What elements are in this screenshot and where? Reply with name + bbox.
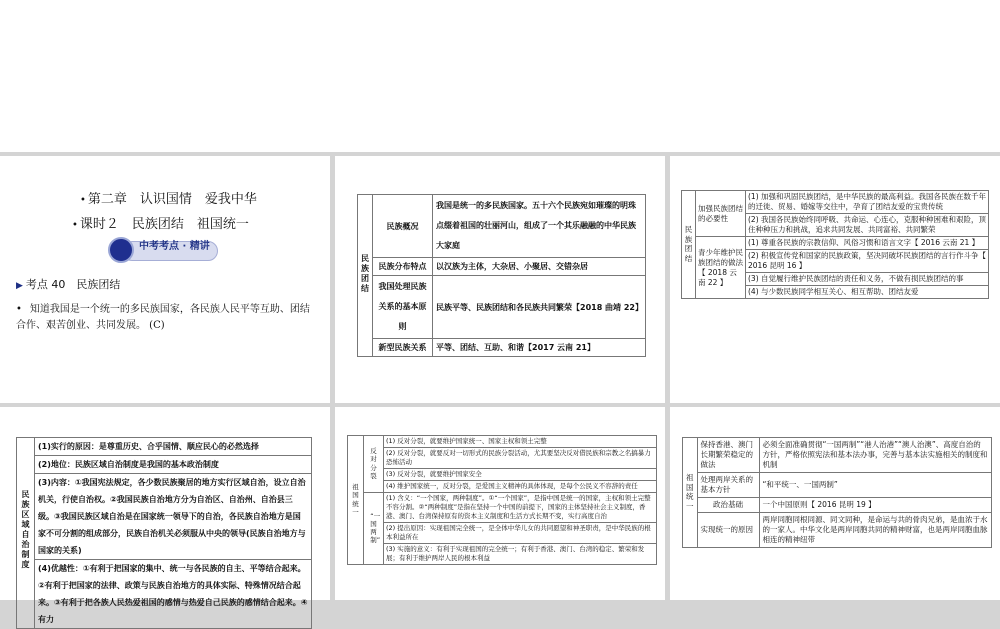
table-row: [17, 474, 312, 560]
row-text: (2) 反对分裂，就要反对一切形式的民族分裂活动，尤其要坚决反对借民族和宗教之名搞暴力恐怖活动: [384, 448, 657, 469]
reunification-table: [347, 435, 657, 565]
group-cell: 祖国统一: [348, 436, 364, 565]
group-cell: 民族团结: [682, 191, 696, 299]
top-blank-area: [0, 0, 1000, 152]
chapter-title: • 第二章 认识国情 爱我中华: [80, 192, 257, 207]
row-label: 青少年维护民族团结的做法【 2018 云南 22 】: [696, 237, 746, 299]
row-label: 加强民族团结的必要性: [696, 191, 746, 237]
row-text: (3)内容：①我国宪法规定，各少数民族聚居的地方实行区域自治，设立自治机关，行使自治权。②我国民族自治地方分为自治区、自治州、自治县三级。③我国民族区域自治是在国家统一领导下的自治，各民族自治地方是国家不可分割的组成部分，民族自治机关必须服从中央的领导(民族自治地方与国家的关系): [35, 474, 312, 560]
row-label: 我国处理民族关系的基本原则: [373, 276, 433, 339]
ethnic-unity-detail-table: [681, 190, 989, 299]
table-row: [358, 195, 646, 258]
arrow-bullet-icon: ▶: [16, 281, 23, 291]
table-row: [683, 498, 992, 513]
slide-thumbnail-5[interactable]: [335, 407, 665, 600]
row-text: (2) 我国各民族始终同呼吸、共命运、心连心，克服种种困难和艰险，顶住种种压力和挑战，追求共同发展、共同富裕、共同繁荣: [746, 214, 989, 237]
row-text: 平等、团结、互助、和谐【2017 云南 21】: [433, 339, 646, 357]
row-text: (1) 加强和巩固民族团结，是中华民族的最高利益。我国各民族在数千年的迁徙、贸易、婚嫁等交往中，孕育了团结友爱的宝贵传统: [746, 191, 989, 214]
regional-autonomy-table: [16, 437, 312, 629]
table-row: [17, 560, 312, 629]
table-row: [348, 544, 657, 565]
table-row: [348, 436, 657, 448]
row-text: (1) 含义：“一个国家，两种制度”。①“一个国家”，是指中国是统一的国家，主权和领土完整不容分割。②“两种制度”是指在坚持一个中国的前提下，国家的主体坚持社会主义制度，香港、澳门、台湾保持原有的资本主义制度和生活方式长期不变，实行高度自治: [384, 493, 657, 523]
bullet-icon: •: [16, 304, 22, 315]
slide-thumbnail-1[interactable]: [0, 156, 330, 403]
banner-label: 中考考点 · 精讲: [122, 241, 218, 261]
row-text: “和平统一、一国两制”: [759, 473, 992, 498]
table-row: [683, 473, 992, 498]
kaodian-heading: ▶ 考点 40 民族团结: [16, 278, 121, 291]
reunification-policy-table: [682, 437, 992, 548]
table-row: [683, 513, 992, 548]
row-label: 实现统一的原因: [697, 513, 759, 548]
table-row: [348, 481, 657, 493]
row-label: 民族概况: [373, 195, 433, 258]
table-row: [348, 448, 657, 469]
row-text: (2) 积极宣传党和国家的民族政策，坚决同破坏民族团结的言行作斗争【 2016 昆明 16 】: [746, 250, 989, 273]
bullet-icon: •: [80, 195, 86, 206]
row-label: 政治基础: [697, 498, 759, 513]
table-row: [348, 523, 657, 544]
row-text: 我国是统一的多民族国家。五十六个民族宛如璀璨的明珠点缀着祖国的壮丽河山，组成了一个其乐融融的中华民族大家庭: [433, 195, 646, 258]
row-text: (3) 自觉履行维护民族团结的责任和义务，不做有损民族团结的事: [746, 273, 989, 286]
row-text: (3) 实施的意义：有利于实现祖国的完全统一；有利于香港、澳门、台湾的稳定、繁荣和发展；有利于维护两岸人民的根本利益: [384, 544, 657, 565]
row-text: 一个中国原则【 2016 昆明 19 】: [759, 498, 992, 513]
row-text: (1) 反对分裂，就要维护国家统一、国家主权和领土完整: [384, 436, 657, 448]
ethnic-unity-table: [357, 194, 646, 357]
row-text: 必须全面准确贯彻“一国两制”“港人治港”“澳人治澳”、高度自治的方针，严格依照宪法和基本法办事，完善与基本法实施相关的制度和机制: [759, 438, 992, 473]
row-text: 以汉族为主体，大杂居、小聚居、交错杂居: [433, 258, 646, 276]
slide-thumbnail-3[interactable]: [670, 156, 1000, 403]
row-label: 民族分布特点: [373, 258, 433, 276]
bullet-icon: •: [72, 220, 78, 231]
row-text: (1) 尊重各民族的宗教信仰、风俗习惯和语言文字【 2016 云南 21 】: [746, 237, 989, 250]
sub-label: “一国两制”: [364, 493, 384, 565]
row-text: 两岸同胞同根同源、同文同种，是命运与共的骨肉兄弟，是血浓于水的一家人。中华文化是两岸同胞共同的精神财富，也是两岸同胞血脉相连的精神纽带: [759, 513, 992, 548]
table-row: [348, 469, 657, 481]
row-text: (2)地位：民族区域自治制度是我国的基本政治制度: [35, 456, 312, 474]
row-label: 处理两岸关系的基本方针: [697, 473, 759, 498]
row-text: (4) 与少数民族同学相互关心、相互帮助、团结友爱: [746, 286, 989, 299]
section-banner: [108, 237, 218, 263]
row-text: (4) 维护国家统一，反对分裂，是爱国主义精神的具体体现，是每个公民义不容辞的责任: [384, 481, 657, 493]
row-label: 保持香港、澳门长期繁荣稳定的做法: [697, 438, 759, 473]
row-text: 民族平等、民族团结和各民族共同繁荣【2018 曲靖 22】: [433, 276, 646, 339]
group-cell: 民族区域自治制度: [17, 438, 35, 629]
table-row: [358, 258, 646, 276]
table-row: [683, 438, 992, 473]
table-row: [17, 456, 312, 474]
slide-thumbnail-2[interactable]: [335, 156, 665, 403]
row-text: (3) 反对分裂，就要维护国家安全: [384, 469, 657, 481]
slide-thumbnail-6[interactable]: [670, 407, 1000, 600]
group-cell: 民族团结: [358, 195, 373, 357]
table-row: [348, 493, 657, 523]
table-row: [682, 237, 989, 250]
table-row: [17, 438, 312, 456]
banner-circle-icon: [108, 237, 134, 263]
row-text: (2) 提出原因：实现祖国完全统一，是全体中华儿女的共同愿望和神圣职责，是中华民族的根本利益所在: [384, 523, 657, 544]
row-label: 新型民族关系: [373, 339, 433, 357]
table-row: [682, 191, 989, 214]
row-text: (4)优越性：①有利于把国家的集中、统一与各民族的自主、平等结合起来。②有利于把国家的法律、政策与民族自治地方的具体实际、特殊情况结合起来。③有利于把各族人民热爱祖国的感情与热爱自己民族的感情结合起来。④有力: [35, 560, 312, 629]
lesson-title: • 课时２ 民族团结 祖国统一: [72, 217, 249, 232]
kaodian-paragraph: • 知道我国是一个统一的多民族国家，各民族人民平等互助、团结合作、艰苦创业、共同发展。 (C): [16, 304, 310, 331]
group-cell: 祖国统一: [683, 438, 698, 548]
row-text: (1)实行的原因：是尊重历史、合乎国情、顺应民心的必然选择: [35, 438, 312, 456]
sub-label: 反对分裂: [364, 436, 384, 493]
table-row: [358, 339, 646, 357]
table-row: [358, 276, 646, 339]
slide-thumbnail-4[interactable]: [0, 407, 330, 624]
